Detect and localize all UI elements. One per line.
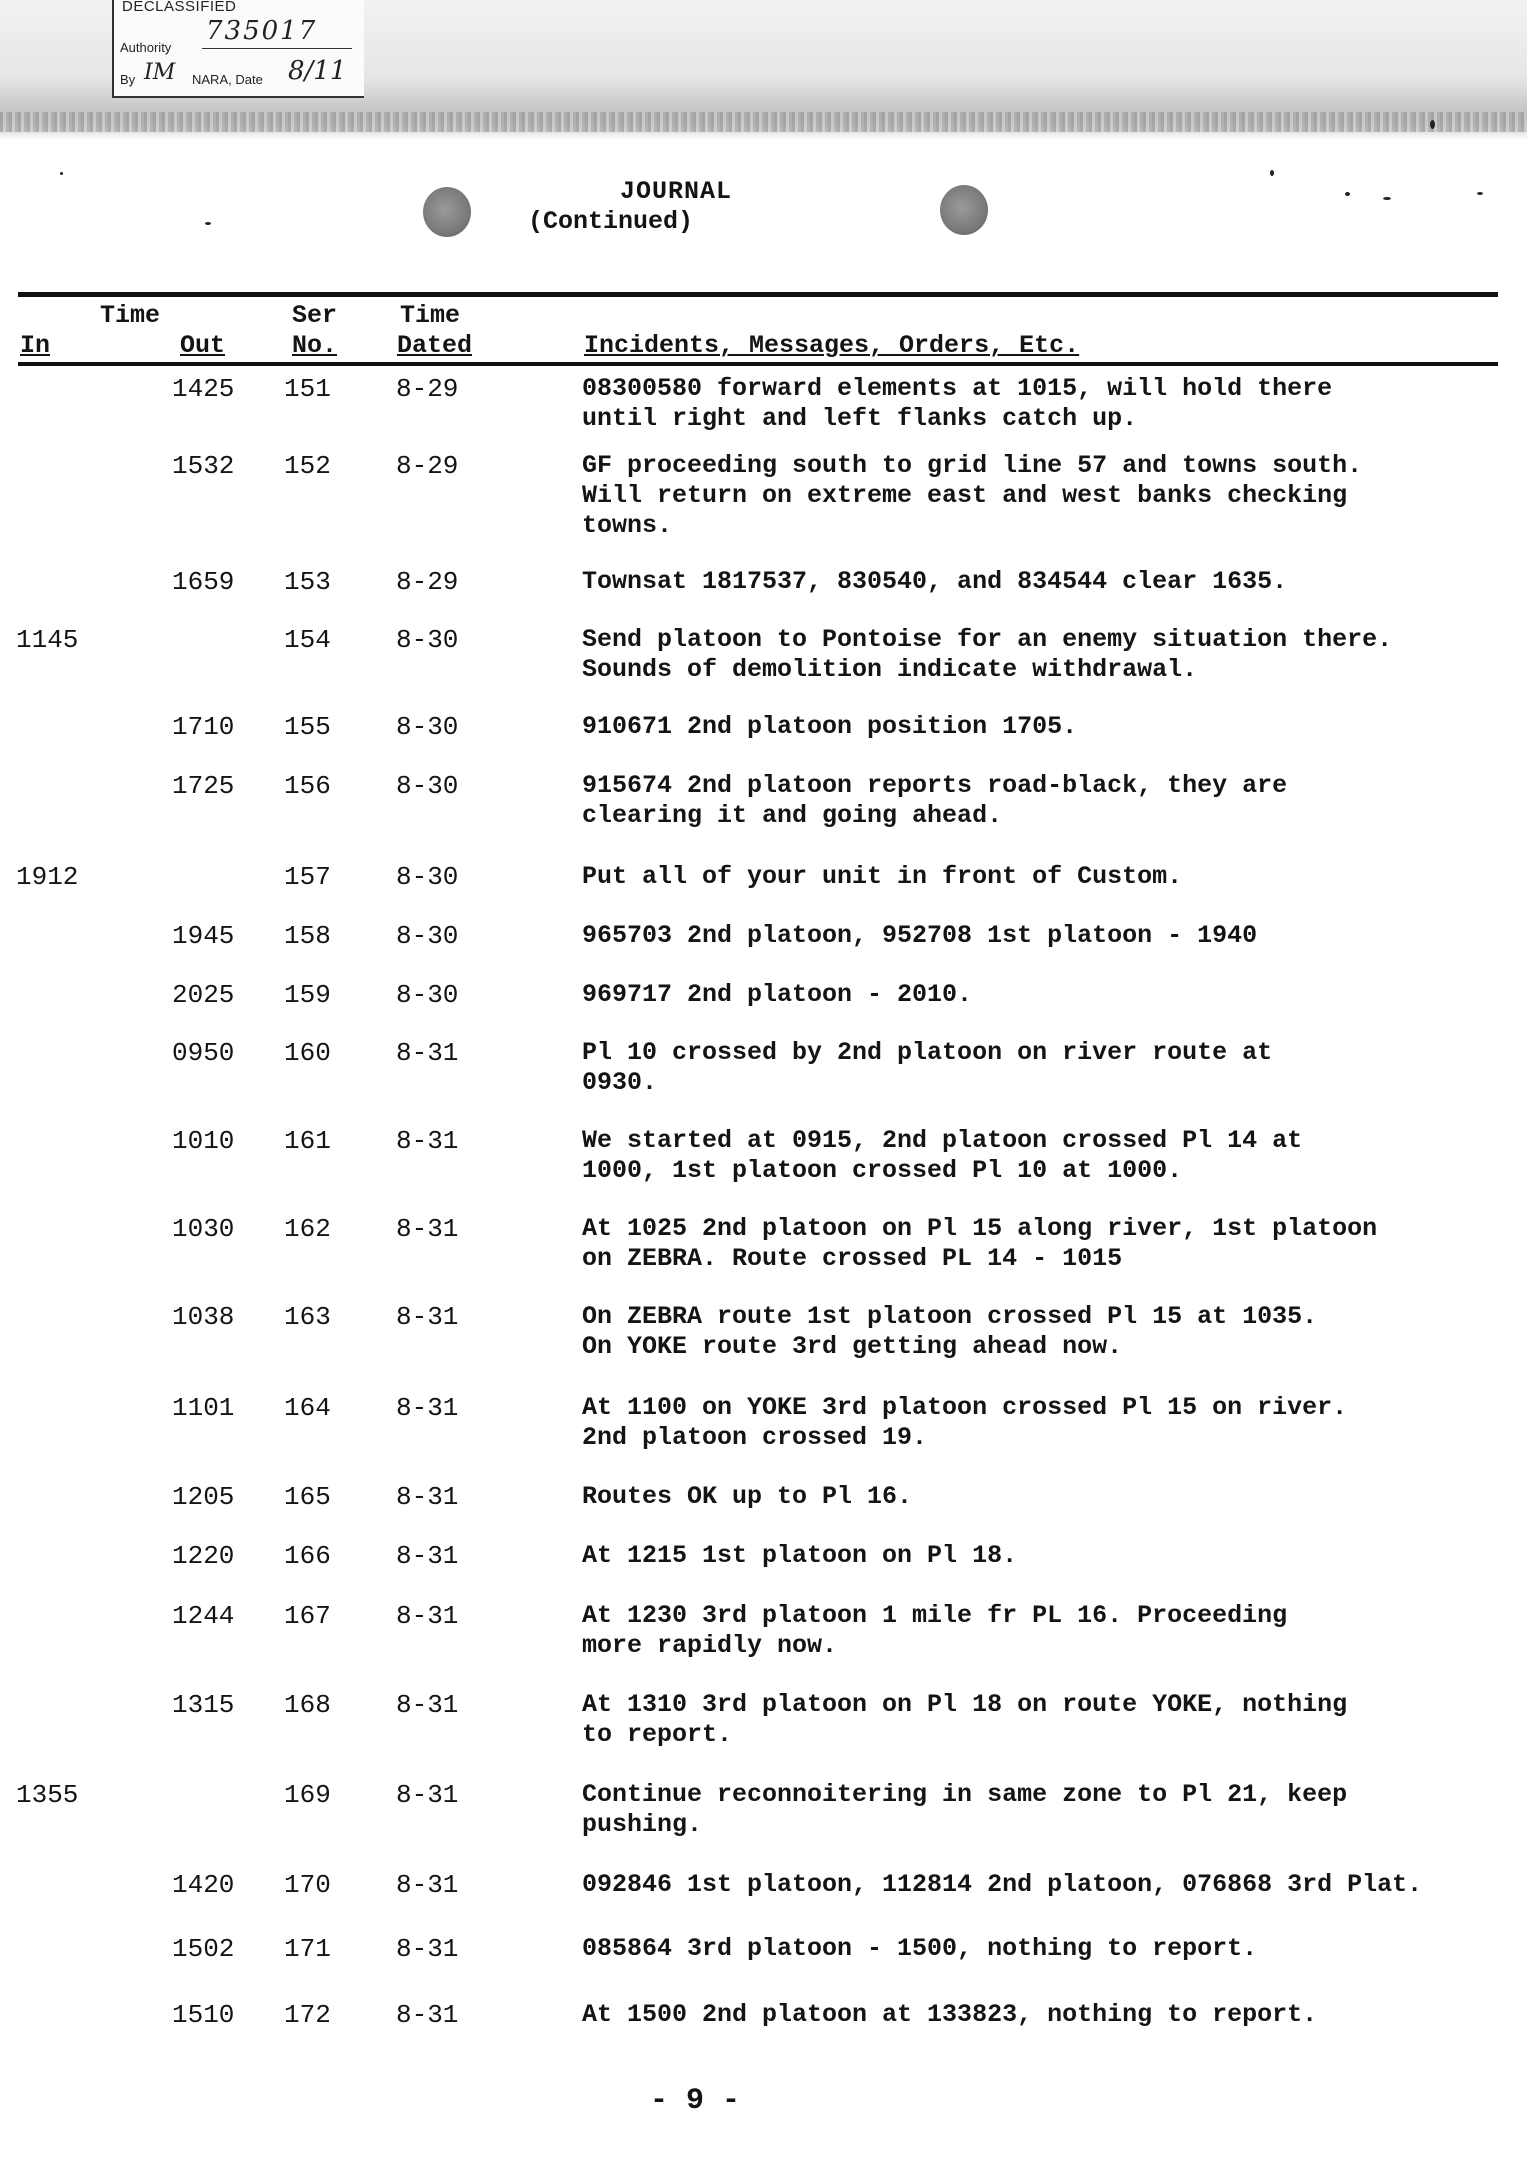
cell-serial-number: 160: [284, 1038, 331, 1068]
cell-message: At 1230 3rd platoon 1 mile fr PL 16. Proceeding more rapidly now.: [582, 1601, 1288, 1660]
cell-message: We started at 0915, 2nd platoon crossed Pl 14 at 1000, 1st platoon crossed Pl 10 at 1000.: [582, 1126, 1303, 1185]
cell-message: GF proceeding south to grid line 57 and towns south. Will return on extreme east and west banks checking towns.: [582, 451, 1363, 540]
cell-time-out: 1510: [172, 2000, 235, 2030]
cell-serial-number: 165: [284, 1482, 331, 1512]
cell-serial-number: 167: [284, 1601, 331, 1631]
page-number: - 9 -: [650, 2084, 741, 2118]
table-header-rule: [18, 362, 1498, 366]
cell-time-out: 1030: [172, 1214, 235, 1244]
cell-serial-number: 151: [284, 374, 331, 404]
cell-time-dated: 8-30: [396, 921, 459, 951]
cell-time-dated: 8-30: [396, 862, 459, 892]
stamp-authority-label: Authority: [120, 40, 172, 55]
header-in: In: [20, 331, 51, 360]
scan-speck: [1383, 197, 1391, 200]
scan-speck: [60, 172, 63, 175]
cell-message: Continue reconnoitering in same zone to Pl 21, keep pushing.: [582, 1780, 1348, 1839]
cell-time-dated: 8-31: [396, 1934, 459, 1964]
cell-time-dated: 8-30: [396, 771, 459, 801]
cell-time-dated: 8-30: [396, 625, 459, 655]
cell-time-in: 1145: [16, 625, 79, 655]
header-dated: Dated: [397, 331, 473, 360]
document-subtitle: (Continued): [528, 207, 694, 236]
cell-time-dated: 8-29: [396, 374, 459, 404]
cell-serial-number: 152: [284, 451, 331, 481]
cell-message: At 1215 1st platoon on Pl 18.: [582, 1541, 1018, 1570]
cell-message: Send platoon to Pontoise for an enemy situation there. Sounds of demolition indicate withdrawal.: [582, 625, 1393, 684]
cell-serial-number: 166: [284, 1541, 331, 1571]
cell-message: 969717 2nd platoon - 2010.: [582, 980, 973, 1009]
cell-serial-number: 170: [284, 1870, 331, 1900]
cell-message: 910671 2nd platoon position 1705.: [582, 712, 1078, 741]
punch-hole-left: [423, 187, 471, 237]
document-title: JOURNAL: [620, 177, 733, 206]
cell-time-dated: 8-31: [396, 1690, 459, 1720]
cell-time-dated: 8-31: [396, 1482, 459, 1512]
cell-serial-number: 168: [284, 1690, 331, 1720]
cell-message: 092846 1st platoon, 112814 2nd platoon, 076868 3rd Plat.: [582, 1870, 1423, 1899]
cell-time-out: 1101: [172, 1393, 235, 1423]
scan-speck: [1270, 170, 1274, 176]
cell-serial-number: 158: [284, 921, 331, 951]
cell-message: 085864 3rd platoon - 1500, nothing to report.: [582, 1934, 1258, 1963]
cell-time-out: 1038: [172, 1302, 235, 1332]
cell-time-dated: 8-31: [396, 1302, 459, 1332]
cell-time-dated: 8-30: [396, 980, 459, 1010]
cell-serial-number: 162: [284, 1214, 331, 1244]
header-no: No.: [292, 331, 338, 360]
cell-time-out: 1532: [172, 451, 235, 481]
cell-time-out: 1220: [172, 1541, 235, 1571]
cell-time-in: 1912: [16, 862, 79, 892]
cell-message: 965703 2nd platoon, 952708 1st platoon - 1940: [582, 921, 1258, 950]
cell-time-out: 1420: [172, 1870, 235, 1900]
cell-message: 915674 2nd platoon reports road-black, they are clearing it and going ahead.: [582, 771, 1288, 830]
cell-time-dated: 8-30: [396, 712, 459, 742]
cell-serial-number: 154: [284, 625, 331, 655]
cell-time-out: 0950: [172, 1038, 235, 1068]
header-ser: Ser: [292, 301, 338, 330]
stamp-by-initials: IM: [144, 60, 176, 85]
cell-time-dated: 8-31: [396, 1870, 459, 1900]
cell-time-dated: 8-31: [396, 1541, 459, 1571]
cell-serial-number: 159: [284, 980, 331, 1010]
stamp-date-value: 8/11: [288, 56, 347, 86]
cell-serial-number: 172: [284, 2000, 331, 2030]
cell-time-dated: 8-31: [396, 1601, 459, 1631]
stamp-agency-date-label: NARA, Date: [192, 72, 263, 87]
cell-serial-number: 157: [284, 862, 331, 892]
cell-time-out: 1205: [172, 1482, 235, 1512]
declassification-stamp: [112, 0, 364, 98]
cell-time-in: 1355: [16, 1780, 79, 1810]
cell-time-dated: 8-31: [396, 1126, 459, 1156]
cell-message: On ZEBRA route 1st platoon crossed Pl 15 at 1035. On YOKE route 3rd getting ahead now.: [582, 1302, 1318, 1361]
punch-hole-right: [940, 185, 988, 235]
cell-serial-number: 155: [284, 712, 331, 742]
cell-time-dated: 8-29: [396, 567, 459, 597]
stamp-by-label: By: [120, 72, 136, 87]
cell-message: At 1310 3rd platoon on Pl 18 on route YOKE, nothing to report.: [582, 1690, 1348, 1749]
cell-time-out: 1710: [172, 712, 235, 742]
cell-message: Put all of your unit in front of Custom.: [582, 862, 1183, 891]
scan-speck: [1430, 120, 1435, 129]
cell-time-dated: 8-31: [396, 2000, 459, 2030]
document-heading: [520, 178, 840, 248]
cell-time-dated: 8-31: [396, 1393, 459, 1423]
cell-serial-number: 163: [284, 1302, 331, 1332]
table-top-rule: [18, 292, 1498, 297]
cell-time-dated: 8-31: [396, 1214, 459, 1244]
cell-time-out: 1244: [172, 1601, 235, 1631]
header-time-group: Time: [100, 301, 161, 330]
cell-time-out: 1945: [172, 921, 235, 951]
stamp-authority-number: 735017: [206, 16, 318, 46]
cell-time-dated: 8-31: [396, 1038, 459, 1068]
cell-serial-number: 156: [284, 771, 331, 801]
cell-time-out: 1315: [172, 1690, 235, 1720]
cell-message: At 1500 2nd platoon at 133823, nothing to report.: [582, 2000, 1318, 2029]
cell-time-dated: 8-29: [396, 451, 459, 481]
cell-time-out: 1659: [172, 567, 235, 597]
scan-speck: [1477, 192, 1483, 195]
header-incidents: Incidents, Messages, Orders, Etc.: [584, 331, 1080, 360]
stamp-underline: [202, 48, 352, 49]
cell-message: 08300580 forward elements at 1015, will hold there until right and left flanks catch up.: [582, 374, 1333, 433]
cell-message: Townsat 1817537, 830540, and 834544 clear 1635.: [582, 567, 1288, 596]
cell-serial-number: 171: [284, 1934, 331, 1964]
header-out: Out: [180, 331, 226, 360]
cell-time-out: 1010: [172, 1126, 235, 1156]
cell-message: Routes OK up to Pl 16.: [582, 1482, 913, 1511]
cell-serial-number: 164: [284, 1393, 331, 1423]
cell-time-out: 2025: [172, 980, 235, 1010]
cell-message: Pl 10 crossed by 2nd platoon on river route at 0930.: [582, 1038, 1273, 1097]
cell-time-out: 1725: [172, 771, 235, 801]
cell-message: At 1025 2nd platoon on Pl 15 along river, 1st platoon on ZEBRA. Route crossed PL 14 - 1015: [582, 1214, 1378, 1273]
header-time-dated-top: Time: [400, 301, 461, 330]
cell-message: At 1100 on YOKE 3rd platoon crossed Pl 15 on river. 2nd platoon crossed 19.: [582, 1393, 1348, 1452]
scan-speck: [205, 222, 211, 225]
scan-speck: [1345, 192, 1350, 196]
cell-serial-number: 169: [284, 1780, 331, 1810]
cell-time-out: 1502: [172, 1934, 235, 1964]
cell-serial-number: 153: [284, 567, 331, 597]
stamp-heading: DECLASSIFIED: [122, 0, 237, 15]
cell-time-out: 1425: [172, 374, 235, 404]
cell-serial-number: 161: [284, 1126, 331, 1156]
cell-time-dated: 8-31: [396, 1780, 459, 1810]
